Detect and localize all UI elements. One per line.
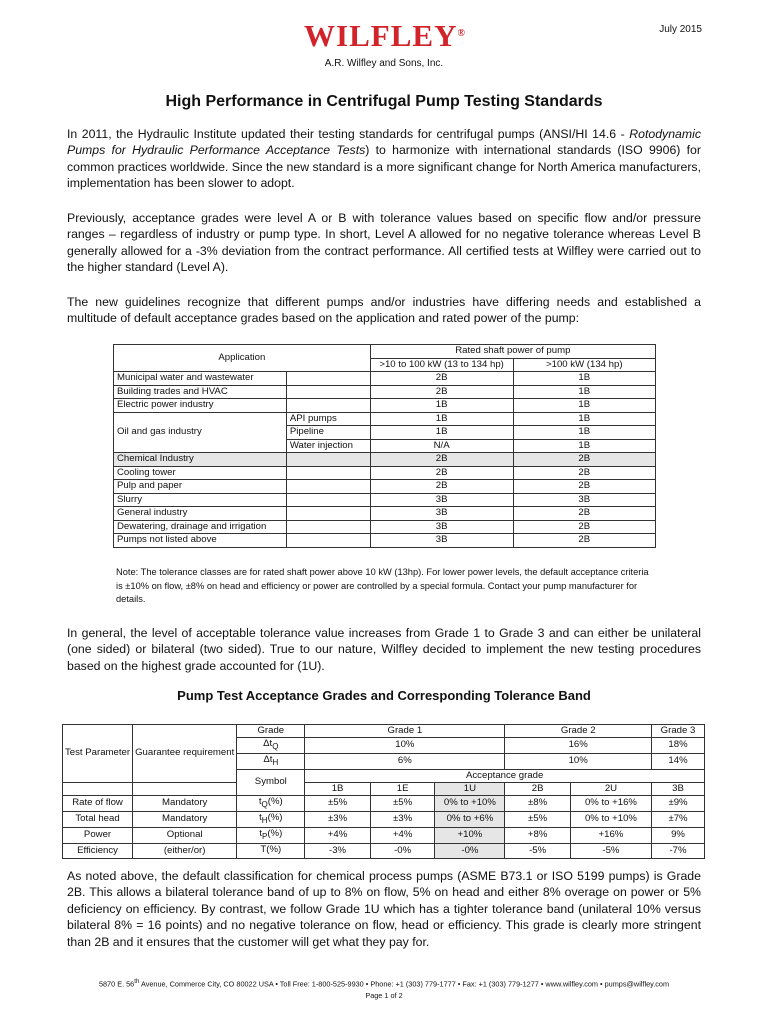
rated-power-header: Rated shaft power of pump bbox=[370, 345, 655, 359]
footer-address: 5870 E. 56th Avenue, Commerce City, CO 80022 USA • Toll Free: 1-800-525-9930 • Phone: +1 (303) 779-1777 • Fax: +1 (303) 779-1277 • www.wilfley.com • pumps@wilfley.com bbox=[98, 978, 670, 989]
table-row: Electric power industry 1B 1B bbox=[114, 399, 656, 413]
paragraph-previous-grades: Previously, acceptance grades were level A or B with tolerance values based on specific flow and/or pressure ranges – regardless of industry or pump type. In short, Level A allowed for no negative tolerance whereas Level B generally allowed for a -3% deviation from the contract performance. All certified tests at Wilfley were carried out to the higher standard (Level A). bbox=[67, 211, 701, 275]
table-row-highlight: Chemical Industry 2B 2B bbox=[114, 453, 656, 467]
application-header: Application bbox=[114, 345, 371, 372]
table-row: Rate of flow Mandatory $t_Q(\%)$ ±5% ±5% 0% to +10% ±8% 0% to +16% ±9% bbox=[63, 795, 705, 811]
acceptance-grade-header: Acceptance grade bbox=[305, 769, 705, 782]
test-parameter-header: Test Parameter bbox=[63, 725, 133, 783]
company-name: A.R. Wilfley and Sons, Inc. bbox=[324, 58, 444, 69]
table-row: Power Optional $t_P(\%)$ +4% +4% +10% +8% +16% 9% bbox=[63, 827, 705, 843]
table-row: Oil and gas industry API pumps 1B 1B bbox=[114, 412, 656, 426]
table-row: Dewatering, drainage and irrigation 3B 2B bbox=[114, 520, 656, 534]
paragraph-intro: In 2011, the Hydraulic Institute updated their testing standards for centrifugal pumps (ANSI/HI 14.6 - Rotodynamic Pumps for Hydraulic Performance Acceptance Tests) to harmonize with international standards (ISO 9906) for common practices worldwide. Since the new standard is a more significant change for North America manufacturers, implementation has been slower to adopt. bbox=[67, 127, 701, 191]
table-row: Cooling tower 2B 2B bbox=[114, 466, 656, 480]
col-low-power: >10 to 100 kW (13 to 134 hp) bbox=[370, 358, 513, 372]
page-title: High Performance in Centrifugal Pump Testing Standards bbox=[165, 93, 603, 110]
paragraph-grade-tolerance: In general, the level of acceptable tolerance value increases from Grade 1 to Grade 3 and can either be unilateral (one sided) or bilateral (two sided). True to our nature, Wilfley decided to implement the new testing procedures based on the highest grade accounted for (1U). bbox=[67, 626, 701, 673]
document-date: July 2015 bbox=[659, 24, 702, 35]
col-high-power: >100 kW (134 hp) bbox=[513, 358, 655, 372]
table-row: Efficiency (either/or) T(%) -3% -0% -0% -5% -5% -7% bbox=[63, 843, 705, 859]
section-subtitle: Pump Test Acceptance Grades and Corresponding Tolerance Band bbox=[177, 688, 591, 703]
table-row: General industry 3B 2B bbox=[114, 507, 656, 521]
table-row: Pulp and paper 2B 2B bbox=[114, 480, 656, 494]
page-number: Page 1 of 2 bbox=[365, 991, 403, 1000]
table-row: Water injection N/A 1B bbox=[114, 439, 656, 453]
wilfley-logo: WILFLEY® bbox=[304, 18, 466, 53]
table-row: Pumps not listed above 3B 2B bbox=[114, 534, 656, 548]
paragraph-new-guidelines: The new guidelines recognize that different pumps and/or industries have differing needs and established a multitude of default acceptance grades based on the application and rated power of the pump: bbox=[67, 295, 701, 326]
table-row: Municipal water and wastewater 2B 1B bbox=[114, 372, 656, 386]
guarantee-requirement-header: Guarantee requirement bbox=[133, 725, 237, 783]
table-row: Total head Mandatory $t_H(\%)$ ±3% ±3% 0% to +6% ±5% 0% to +10% ±7% bbox=[63, 811, 705, 827]
table-note: Note: The tolerance classes are for rated shaft power above 10 kW (13hp). For lower power levels, the default acceptance criteria is ±10% on flow, ±8% on head and efficiency or power are controlled by a special formula. Contact your pump manufacturer for details. bbox=[116, 567, 649, 604]
application-grade-table bbox=[113, 344, 656, 548]
table-row: Building trades and HVAC 2B 1B bbox=[114, 385, 656, 399]
acceptance-grade-table: Test Parameter Guarantee requirement Grade Grade 1 Grade 2 Grade 3 $\Delta t_Q$ 10% 16% 18% $\Delta t_H$ 6% 10% 14% Symbol Acceptance grade 1B 1E 1U 2B 2U 3B Rate of flow Mandatory $t_Q(\%)$ ±5% ±5% 0% to +10% ±8% 0% to +16% ±9% Total head Mandatory $t_H(\%)$ ±3% ±3% 0% to +6% ±5% 0% to +10% ±7% Power Optional $t_P(\%)$ +4% +4% +10% +8% +16% 9% Efficiency (either/or) T(%) -3% -0% -0% -5% -5% -7% bbox=[62, 724, 705, 859]
paragraph-conclusion: As noted above, the default classification for chemical process pumps (ASME B73.1 or ISO 5199 pumps) is Grade 2B. This allows a bilateral tolerance band of up to 8% on flow, 5% on head and either 8% overage on power or 5% deficiency on efficiency. By contrast, we follow Grade 1U which has a tighter tolerance band (unilateral 10% versus bilateral 8% = 16 points) and no negative tolerance on flow, head or efficiency. This grade is clearly more stringent than 2B and it ensures that the customer will get what they pay for. bbox=[67, 869, 701, 949]
table-row: Slurry 3B 3B bbox=[114, 493, 656, 507]
table-row: Pipeline 1B 1B bbox=[114, 426, 656, 440]
